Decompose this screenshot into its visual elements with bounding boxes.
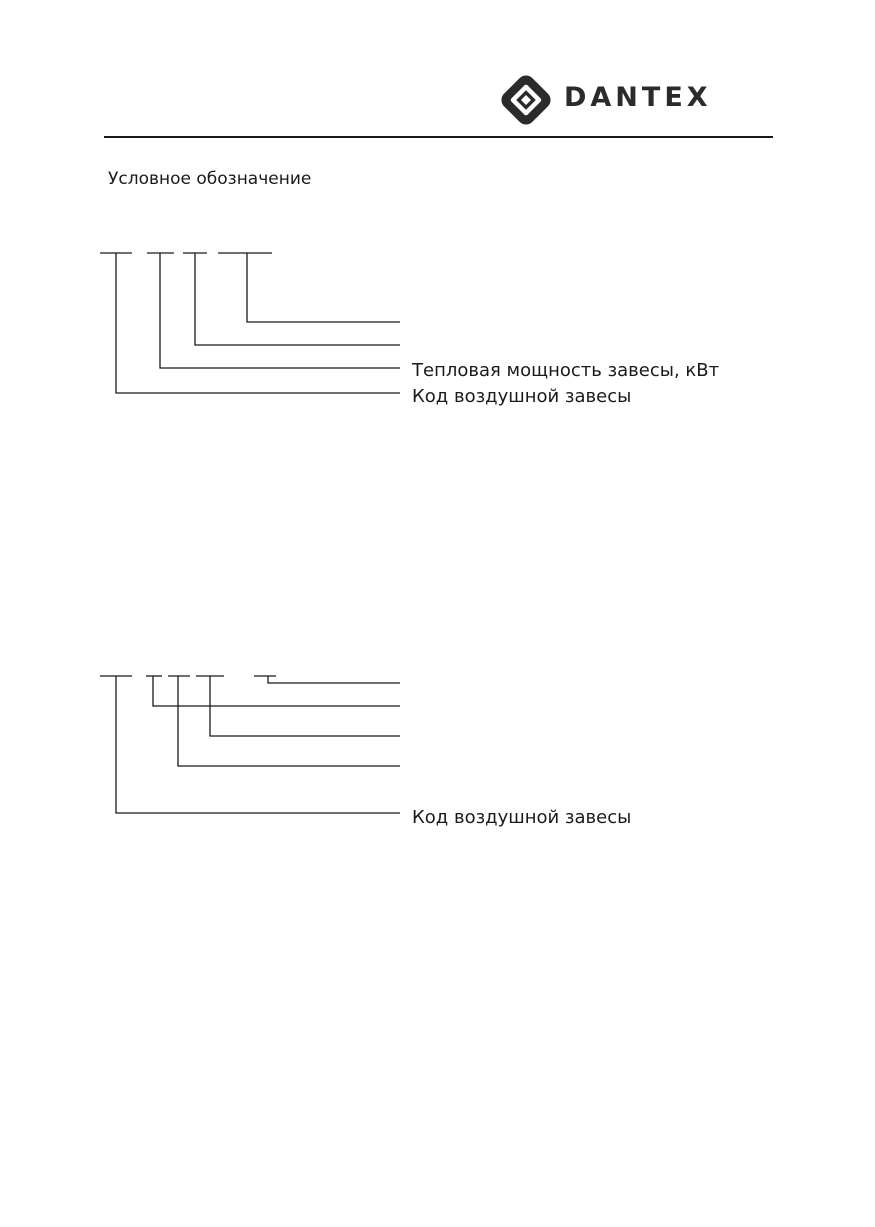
label-curtain-code-2: Код воздушной завесы — [412, 807, 632, 828]
section-title: Условное обозначение — [108, 169, 312, 189]
designation-diagram-1 — [100, 253, 400, 393]
label-curtain-code: Код воздушной завесы — [412, 386, 632, 407]
label-heat-output: Тепловая мощность завесы, кВт — [412, 360, 720, 381]
designation-diagram-2 — [100, 676, 400, 813]
brand-name: DANTEX — [564, 82, 712, 113]
